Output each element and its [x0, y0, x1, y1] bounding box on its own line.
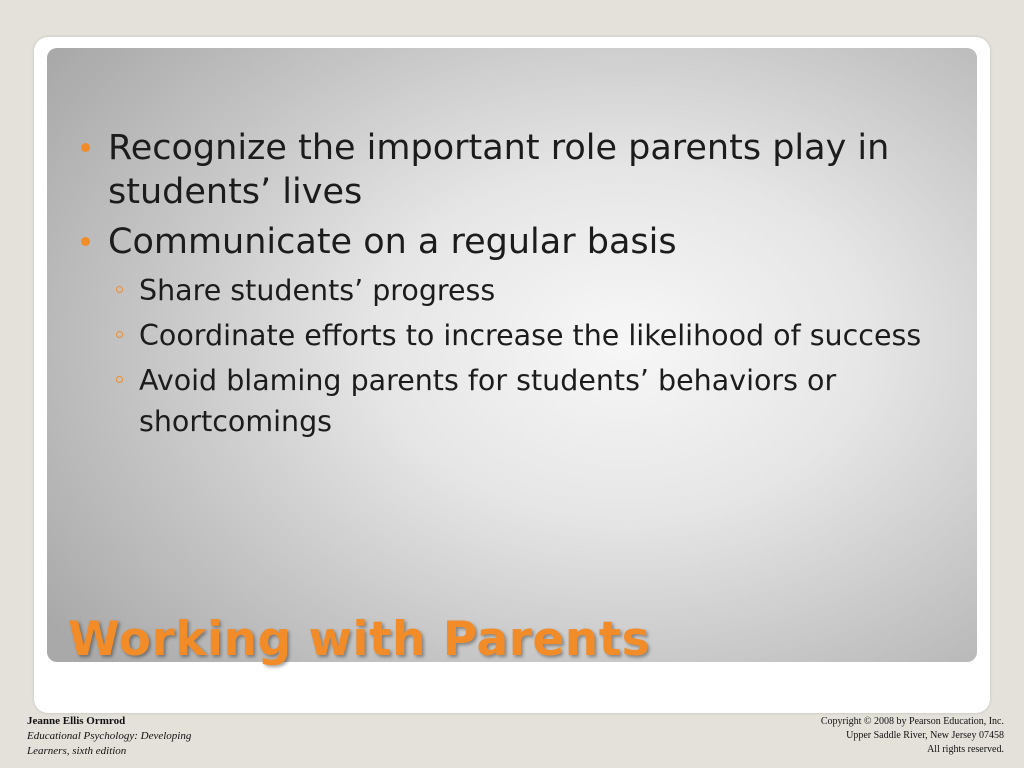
copyright-line: Copyright © 2008 by Pearson Education, Inc.: [820, 716, 1004, 727]
sub-bullet-text: Coordinate efforts to increase the likelihood of success: [139, 319, 922, 352]
copyright-line: Upper Saddle River, New Jersey 07458: [846, 730, 1004, 741]
bullet-ring-icon: [116, 331, 123, 338]
footer-book-title-line1: Educational Psychology: Developing: [27, 730, 192, 742]
bullet-item: [76, 220, 956, 264]
slide-title: Working with Parents: [68, 612, 651, 667]
footer-copyright: [821, 715, 1004, 757]
sub-bullet-item: [76, 270, 956, 311]
bullet-ring-icon: [116, 286, 123, 293]
bullet-text: Communicate on a regular basis: [108, 222, 677, 262]
bullet-ring-icon: [116, 376, 123, 383]
slide-body: [76, 126, 956, 446]
bullet-dot-icon: [81, 143, 90, 152]
bullet-dot-icon: [81, 237, 90, 246]
sub-bullet-item: [76, 315, 956, 356]
footer-book-info: [27, 714, 191, 759]
sub-bullet-text: Avoid blaming parents for students’ behaviors or shortcomings: [139, 364, 837, 438]
bullet-item: [76, 126, 956, 214]
footer-book-title-line2: Learners, sixth edition: [27, 745, 127, 757]
bullet-text: Recognize the important role parents play in students’ lives: [108, 128, 890, 212]
footer-author: Jeanne Ellis Ormrod: [27, 715, 126, 727]
copyright-line: All rights reserved.: [927, 744, 1004, 755]
sub-bullet-item: [76, 360, 956, 442]
sub-bullet-text: Share students’ progress: [139, 274, 496, 307]
